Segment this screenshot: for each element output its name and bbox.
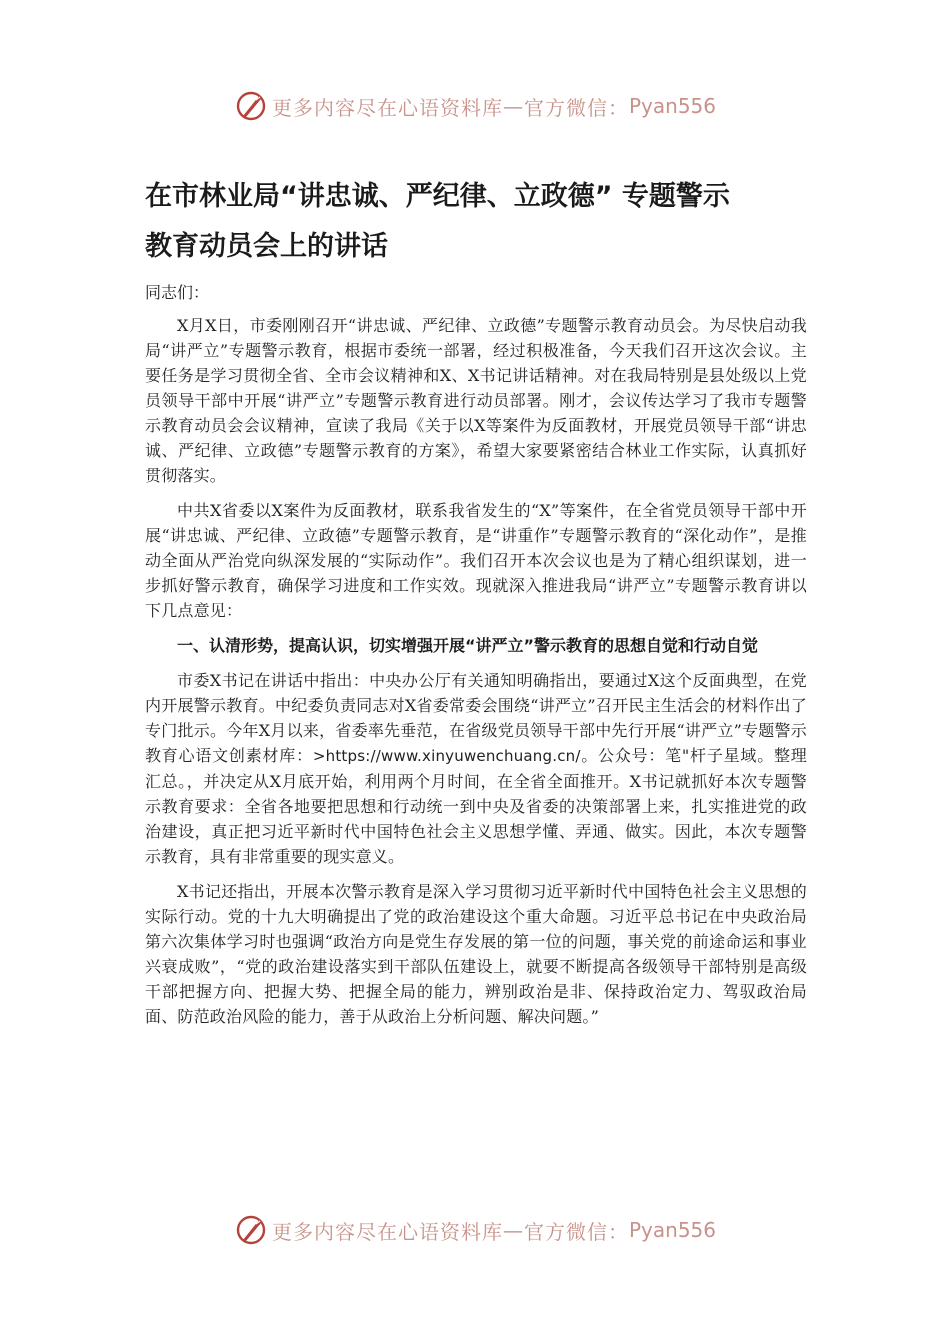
banner-wechat-id: Pyan556 — [628, 1218, 716, 1242]
document-body — [145, 172, 807, 1039]
banner-wechat-label: 官方微信： — [523, 1219, 629, 1244]
banner-wechat-label: 官方微信： — [523, 95, 629, 120]
paragraph-2: 中共X省委以X案件为反面教材，联系我省发生的“X”等案件，在全省党员领导干部中开展“讲忠诚、严纪律、立政德”专题警示教育，是“讲重作”专题警示教育的“深化动作”，是推动全面从严治党向纵深发展的“实际动作”。我们召开本次会议也是为了精心组织谋划，进一步抓好警示教育，确保学习进度和工作实效。现就深入推进我局“讲严立”专题警示教育讲以下几点意见： — [145, 501, 807, 620]
source-url-link[interactable]: >https://www.xinyuwenchuang.cn/ — [312, 747, 581, 765]
title-line-1: 在市林业局“讲忠诚、严纪律、立政德” 专题警示 — [145, 181, 730, 212]
quill-logo-icon — [234, 1213, 268, 1247]
paragraph-3 — [145, 668, 807, 869]
paragraph-4: X书记还指出，开展本次警示教育是深入学习贯彻习近平新时代中国特色社会主义思想的实际行动。党的十九大明确提出了党的政治建设这个重大命题。习近平总书记在中央政治局第六次集体学习时也强调“政治方向是党生存发展的第一位的问题，事关党的前途命运和事业兴衰成败”，“党的政治建设落实到干部队伍建设上，就要不断提高各级领导干部特别是高级干部把握方向、把握大势、把握全局的能力，辨别政治是非、保持政治定力、驾驭政治局面、防范政治风险的能力，善于从政治上分析问题、解决问题。” — [145, 882, 807, 1026]
salutation: 同志们： — [145, 283, 210, 302]
title-line-2: 教育动员会上的讲话 — [145, 231, 388, 262]
paragraph-3-part-2: 。公众号：笔"杆子星域。整理汇总。，并决定从X月底开始，利用两个月时间，在全省全面推开。X书记就抓好本次专题警示教育要求：全省各地要把思想和行动统一到中央及省委的决策部署上来，扎实推进党的政治建设，真正把习近平新时代中国特色社会主义思想学懂、弄通、做实。因此，本次专题警示教育，具有非常重要的现实意义。 — [145, 746, 807, 866]
quill-logo-icon — [234, 89, 268, 123]
section-heading-1: 一、认清形势，提高认识，切实增强开展“讲严立”警示教育的思想自觉和行动自觉 — [177, 636, 759, 655]
banner-wechat-id: Pyan556 — [628, 94, 716, 118]
footer-banner — [0, 1208, 950, 1252]
paragraph-1: X月X日，市委刚刚召开“讲忠诚、严纪律、立政德”专题警示教育动员会。为尽快启动我局“讲严立”专题警示教育，根据市委统一部署，经过积极准备，今天我们召开这次会议。主要任务是学习贯彻全省、全市会议精神和X、X书记讲话精神。对在我局特别是县处级以上党员领导干部中开展“讲严立”专题警示教育进行动员部署。刚才，会议传达学习了我市专题警示教育动员会会议精神，宣读了我局《关于以X等案件为反面教材，开展党员领导干部“讲忠诚、严纪律、立政德”专题警示教育的方案》，希望大家要紧密结合林业工作实际，认真抓好贯彻落实。 — [145, 316, 807, 485]
paragraph-3-part-1: 市委X书记在讲话中指出：中央办公厅有关通知明确指出，要通过X这个反面典型，在党内开展警示教育。中纪委负责同志对X省委常委会围绕“讲严立”召开民主生活会的材料作出了专门批示。今年X月以来，省委率先垂范，在省级党员领导干部中先行开展“讲严立”专题警示教育心语文创素材库： — [145, 671, 807, 765]
document-title — [145, 172, 807, 272]
banner-text: 更多内容尽在心语资料库 — [271, 95, 503, 120]
banner-separator: — — [502, 1218, 524, 1242]
banner-text: 更多内容尽在心语资料库 — [271, 1219, 503, 1244]
header-banner — [0, 84, 950, 128]
banner-separator: — — [502, 94, 524, 118]
